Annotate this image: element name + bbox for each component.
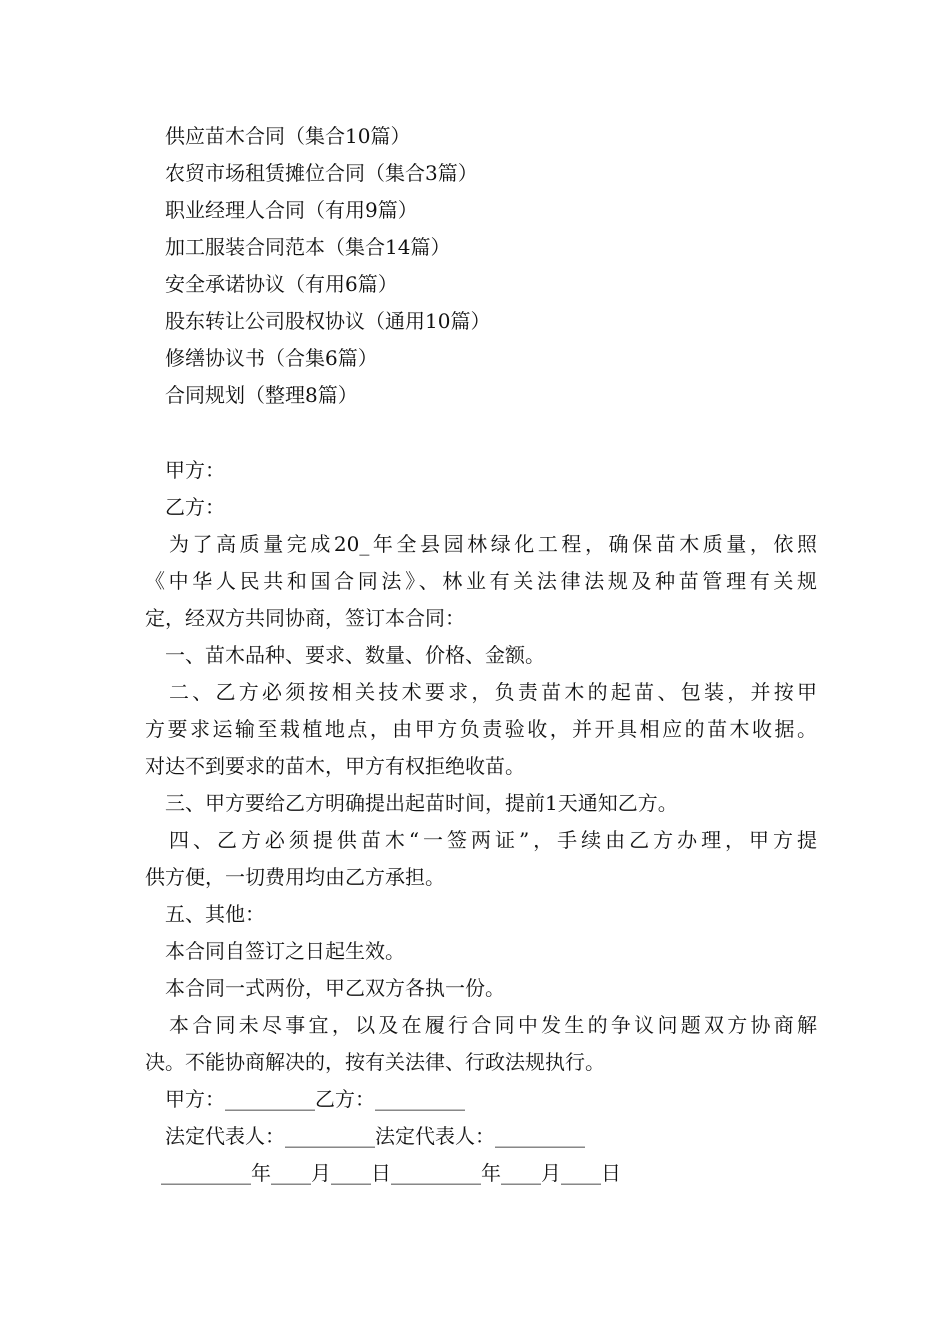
preamble-line-3: 定，经双方共同协商，签订本合同： (145, 606, 465, 630)
related-link-4[interactable]: 加工服装合同范本（集合14篇） (165, 235, 451, 259)
clause-3: 三、甲方要给乙方明确提出起苗时间，提前1天通知乙方。 (165, 791, 678, 815)
signature-representatives: 法定代表人：_________法定代表人：_________ (165, 1124, 585, 1148)
related-link-1[interactable]: 供应苗木合同（集合10篇） (165, 124, 411, 148)
related-link-3[interactable]: 职业经理人合同（有用9篇） (165, 198, 418, 222)
clause-4-line-2: 供方便，一切费用均由乙方承担。 (145, 865, 445, 889)
related-link-2[interactable]: 农贸市场租赁摊位合同（集合3篇） (165, 161, 478, 185)
related-link-7[interactable]: 修缮协议书（合集6篇） (165, 346, 378, 370)
related-link-6[interactable]: 股东转让公司股权协议（通用10篇） (165, 309, 491, 333)
clause-2-line-3: 对达不到要求的苗木，甲方有权拒绝收苗。 (145, 754, 525, 778)
clause-1: 一、苗木品种、要求、数量、价格、金额。 (165, 643, 545, 667)
signature-parties: 甲方：_________乙方：_________ (165, 1087, 465, 1111)
disputes-line-1: 本合同未尽事宜，以及在履行合同中发生的争议问题双方协商解 (169, 1013, 817, 1037)
preamble-line-2: 《中华人民共和国合同法》、林业有关法律法规及种苗管理有关规 (145, 569, 817, 593)
preamble-line-1: 为了高质量完成20_年全县园林绿化工程，确保苗木质量，依照 (169, 532, 817, 556)
party-a-label: 甲方： (165, 458, 225, 482)
related-link-8[interactable]: 合同规划（整理8篇） (165, 383, 358, 407)
clause-4-line-1: 四、乙方必须提供苗木“一签两证”，手续由乙方办理，甲方提 (169, 828, 817, 852)
related-link-5[interactable]: 安全承诺协议（有用6篇） (165, 272, 398, 296)
disputes-line-2: 决。不能协商解决的，按有关法律、行政法规执行。 (145, 1050, 605, 1074)
clause-5: 五、其他： (165, 902, 265, 926)
effective-clause: 本合同自签订之日起生效。 (165, 939, 405, 963)
copies-clause: 本合同一式两份，甲乙双方各执一份。 (165, 976, 505, 1000)
clause-2-line-1: 二、乙方必须按相关技术要求，负责苗木的起苗、包装，并按甲 (169, 680, 817, 704)
party-b-label: 乙方： (165, 495, 225, 519)
contract-body (145, 452, 817, 1192)
related-contracts-list (165, 118, 865, 414)
clause-2-line-2: 方要求运输至栽植地点，由甲方负责验收，并开具相应的苗木收据。 (145, 717, 817, 741)
signature-dates: _________年____月____日_________年____月____日 (161, 1161, 621, 1185)
